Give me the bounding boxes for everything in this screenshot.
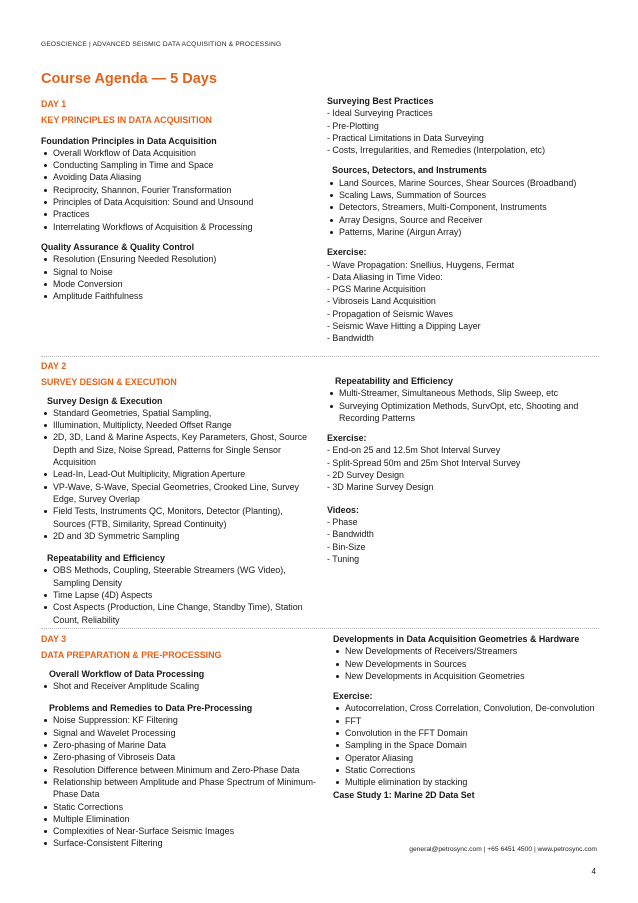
page-title: Course Agenda — 5 Days	[41, 71, 217, 87]
day3-exercise-list	[333, 702, 595, 788]
list-item: Shot and Receiver Amplitude Scaling	[41, 680, 316, 692]
list-item: Reciprocity, Shannon, Fourier Transformation	[41, 184, 316, 196]
section-divider	[41, 356, 599, 357]
list-item: Practices	[41, 208, 316, 220]
text-line: - Phase	[327, 516, 358, 527]
developments-heading: Developments in Data Acquisition Geometries & Hardware	[333, 634, 580, 644]
list-item: Illumination, Multiplicty, Needed Offset Range	[41, 419, 316, 431]
day3-label: DAY 3	[41, 634, 67, 644]
foundation-heading: Foundation Principles in Data Acquisition	[41, 135, 217, 146]
repeatability-heading-right: Repeatability and Efficiency	[335, 376, 453, 386]
list-item: Noise Suppression: KF Filtering	[41, 714, 316, 726]
text-line: - 3D Marine Survey Design	[327, 482, 434, 493]
list-item: Multiple Elimination	[41, 813, 316, 825]
list-item: Land Sources, Marine Sources, Shear Sources (Broadband)	[327, 177, 602, 189]
problems-remedies-heading: Problems and Remedies to Data Pre-Processing	[49, 703, 253, 714]
list-item: Zero-phasing of Marine Data	[41, 739, 316, 751]
list-item: Overall Workflow of Data Acquisition	[41, 147, 316, 159]
day2-label: DAY 2	[41, 361, 67, 371]
day3-exercise-heading: Exercise:	[333, 691, 373, 702]
text-line: - Propagation of Seismic Waves	[327, 308, 453, 319]
list-item: Zero-phasing of Vibroseis Data	[41, 751, 316, 763]
day1-label: DAY 1	[41, 99, 67, 109]
list-item: Avoiding Data Aliasing	[41, 171, 316, 183]
text-line: - Ideal Surveying Practices	[327, 108, 433, 119]
list-item: New Developments of Receivers/Streamers	[333, 645, 595, 657]
list-item: OBS Methods, Coupling, Steerable Streamers (WG Video), Sampling Density	[41, 564, 316, 589]
list-item: Autocorrelation, Cross Correlation, Convolution, De-convolution	[333, 702, 595, 714]
list-item: 2D, 3D, Land & Marine Aspects, Key Parameters, Ghost, Source Depth and Size, Noise Spread, Patterns for Single Sensor Acquisition	[41, 431, 316, 468]
list-item: Relationship between Amplitude and Phase Spectrum of Minimum-Phase Data	[41, 776, 316, 801]
day1-left-column	[41, 98, 316, 302]
processing-workflow-list	[41, 680, 316, 692]
day3-left-column	[41, 633, 316, 850]
text-line: - Vibroseis Land Acquisition	[327, 296, 436, 307]
list-item: Principles of Data Acquisition: Sound and Unsound	[41, 196, 316, 208]
contact-footer: general@petrosync.com | +65 6451 4500 | www.petrosync.com	[409, 846, 597, 853]
list-item: Interrelating Workflows of Acquisition & Processing	[41, 221, 316, 233]
qa-heading: Quality Assurance & Quality Control	[41, 241, 195, 252]
text-line: - Tuning	[327, 553, 360, 564]
list-item: New Developments in Acquisition Geometries	[333, 670, 595, 682]
text-line: - End-on 25 and 12.5m Shot Interval Survey	[327, 445, 501, 456]
list-item: Complexities of Near-Surface Seismic Images	[41, 825, 316, 837]
document-header: GEOSCIENCE | ADVANCED SEISMIC DATA ACQUISITION & PROCESSING	[41, 41, 282, 48]
list-item: Scaling Laws, Summation of Sources	[327, 189, 602, 201]
list-item: Resolution (Ensuring Needed Resolution)	[41, 253, 316, 265]
text-line: - PGS Marine Acquisition	[327, 284, 426, 295]
text-line: - Seismic Wave Hitting a Dipping Layer	[327, 321, 481, 332]
text-line: - Bandwidth	[327, 529, 374, 540]
list-item: Surface-Consistent Filtering	[41, 837, 316, 849]
day1-right-column	[327, 95, 602, 345]
page-number: 4	[591, 867, 596, 876]
list-item: Amplitude Faithfulness	[41, 290, 316, 302]
list-item: Cost Aspects (Production, Line Change, Standby Time), Station Count, Reliability	[41, 601, 316, 626]
repeatability-heading: Repeatability and Efficiency	[47, 553, 165, 564]
repeatability-list	[41, 564, 316, 625]
list-item: New Developments in Sources	[333, 658, 595, 670]
day1-subtitle: KEY PRINCIPLES IN DATA ACQUISITION	[41, 115, 212, 126]
list-item: Operator Aliasing	[333, 752, 595, 764]
survey-design-heading: Survey Design & Execution	[47, 395, 163, 406]
problems-remedies-list	[41, 714, 316, 849]
list-item: Time Lapse (4D) Aspects	[41, 589, 316, 601]
text-line: - Data Aliasing in Time Video:	[327, 271, 443, 282]
survey-design-list	[41, 407, 316, 542]
day3-right-column	[333, 633, 595, 801]
text-line: - Bin-Size	[327, 541, 366, 552]
repeatability-list-right	[327, 387, 602, 424]
text-line: - Practical Limitations in Data Surveying	[327, 132, 484, 143]
list-item: Patterns, Marine (Airgun Array)	[327, 226, 602, 238]
day1-exercise-heading: Exercise:	[327, 247, 367, 258]
list-item: Standard Geometries, Spatial Sampling,	[41, 407, 316, 419]
list-item: Signal and Wavelet Processing	[41, 727, 316, 739]
list-item: Multiple elimination by stacking	[333, 776, 595, 788]
list-item: Conducting Sampling in Time and Space	[41, 159, 316, 171]
list-item: Mode Conversion	[41, 278, 316, 290]
qa-list	[41, 253, 316, 302]
text-line: - 2D Survey Design	[327, 470, 404, 481]
day3-subtitle: DATA PREPARATION & PRE-PROCESSING	[41, 650, 222, 661]
list-item: Detectors, Streamers, Multi-Component, Instruments	[327, 201, 602, 213]
text-line: - Pre-Plotting	[327, 120, 379, 131]
videos-heading: Videos:	[327, 504, 359, 515]
list-item: Surveying Optimization Methods, SurvOpt, etc, Shooting and Recording Patterns	[327, 400, 602, 425]
list-item: Convolution in the FFT Domain	[333, 727, 595, 739]
day2-left-column	[41, 360, 316, 626]
list-item: Array Designs, Source and Receiver	[327, 214, 602, 226]
best-practices-heading: Surveying Best Practices	[327, 96, 434, 106]
list-item: FFT	[333, 715, 595, 727]
section-divider	[41, 628, 599, 629]
text-line: - Wave Propagation: Snellius, Huygens, Fermat	[327, 259, 515, 270]
list-item: Field Tests, Instruments QC, Monitors, Detector (Planting), Sources (FTB, Similarity, Spread Continuity)	[41, 505, 316, 530]
list-item: Static Corrections	[41, 801, 316, 813]
day2-subtitle: SURVEY DESIGN & EXECUTION	[41, 377, 177, 388]
sources-list	[327, 177, 602, 238]
text-line: - Bandwidth	[327, 333, 374, 344]
list-item: 2D and 3D Symmetric Sampling	[41, 530, 316, 542]
list-item: Sampling in the Space Domain	[333, 739, 595, 751]
case-study-heading: Case Study 1: Marine 2D Data Set	[333, 789, 475, 800]
processing-workflow-heading: Overall Workflow of Data Processing	[49, 668, 205, 679]
text-line: - Split-Spread 50m and 25m Shot Interval Survey	[327, 457, 521, 468]
developments-list	[333, 645, 595, 682]
sources-heading: Sources, Detectors, and Instruments	[332, 165, 487, 176]
list-item: Lead-In, Lead-Out Multiplicity, Migration Aperture	[41, 468, 316, 480]
list-item: Resolution Difference between Minimum and Zero-Phase Data	[41, 764, 316, 776]
foundation-list	[41, 147, 316, 233]
text-line: - Costs, Irregularities, and Remedies (Interpolation, etc)	[327, 145, 546, 156]
list-item: VP-Wave, S-Wave, Special Geometries, Crooked Line, Survey Edge, Survey Overlap	[41, 481, 316, 506]
day2-right-column	[327, 375, 602, 565]
list-item: Static Corrections	[333, 764, 595, 776]
list-item: Multi-Streamer, Simultaneous Methods, Slip Sweep, etc	[327, 387, 602, 399]
list-item: Signal to Noise	[41, 266, 316, 278]
day2-exercise-heading: Exercise:	[327, 433, 367, 444]
